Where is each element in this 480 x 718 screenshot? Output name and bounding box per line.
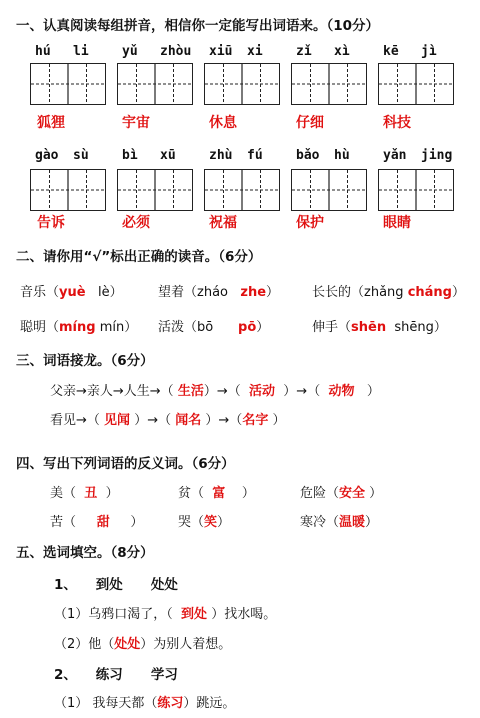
section3-title: 三、词语接龙。（6分） — [16, 353, 154, 369]
antonym-mei: 美（ 丑 ） — [50, 486, 119, 501]
pinyin-label: sù — [73, 148, 89, 163]
word-choice-group-2: 2、 练习 学习 — [54, 667, 178, 683]
section1-title: 一、认真阅读每组拼音，相信你一定能写出词语来。（10分） — [16, 18, 380, 34]
grid-lines — [292, 170, 366, 210]
grid-lines — [292, 64, 366, 104]
writing-box — [204, 169, 280, 211]
handwritten-answer: 宇宙 — [122, 115, 150, 131]
pinyin-label: yǔ — [122, 44, 138, 59]
pinyin-label: jing — [421, 148, 453, 163]
handwritten-answer: 眼睛 — [383, 215, 411, 231]
pinyin-label: kē — [383, 44, 399, 59]
handwritten-answer: 休息 — [209, 115, 237, 131]
section2-title: 二、请你用“√”标出正确的读音。（6分） — [16, 249, 262, 265]
question-huopo: 活泼（bō pō） — [158, 320, 270, 335]
handwritten-answer: 仔细 — [296, 115, 324, 131]
grid-lines — [31, 170, 105, 210]
pinyin-label: xì — [334, 44, 350, 59]
antonym-hanleng: 寒冷（温暖） — [300, 515, 379, 530]
pinyin-label: xū — [160, 148, 176, 163]
pinyin-label: hù — [334, 148, 350, 163]
pinyin-label: jì — [421, 44, 437, 59]
writing-box — [378, 169, 454, 211]
writing-box — [117, 63, 193, 105]
pinyin-label: li — [73, 44, 89, 59]
pinyin-label: xi — [247, 44, 263, 59]
question-changchangde: 长长的（zhǎng cháng） — [312, 285, 465, 300]
writing-box — [291, 63, 367, 105]
word-choice-group-1: 1、 到处 处处 — [54, 577, 178, 593]
grid-lines — [118, 64, 192, 104]
chain-line-1: 父亲→亲人→人生→（ 生活）→（ 活动 ）→（ 动物 ） — [50, 384, 380, 399]
grid-lines — [205, 170, 279, 210]
pinyin-label: gào — [35, 148, 59, 163]
pinyin-label: zhòu — [160, 44, 192, 59]
antonym-ku: 苦（ 甜 ） — [50, 515, 144, 530]
writing-box — [30, 63, 106, 105]
grid-lines — [379, 64, 453, 104]
handwritten-answer: 保护 — [296, 215, 324, 231]
writing-box — [378, 63, 454, 105]
antonym-pin: 贫（ 富 ） — [178, 486, 255, 501]
pinyin-label: yǎn — [383, 148, 407, 163]
question-yinyue: 音乐（yuè lè） — [20, 285, 123, 300]
question-wangzhe: 望着（zháo zhe） — [158, 285, 280, 300]
handwritten-answer: 祝福 — [209, 215, 237, 231]
grid-lines — [118, 170, 192, 210]
pinyin-label: bì — [122, 148, 138, 163]
pinyin-label: zǐ — [296, 44, 312, 59]
handwritten-answer: 告诉 — [37, 215, 65, 231]
pinyin-label: xiū — [209, 44, 233, 59]
grid-lines — [379, 170, 453, 210]
pinyin-label: hú — [35, 44, 51, 59]
fill-question-3: （1） 我每天都（练习）跳远。 — [54, 696, 236, 711]
grid-lines — [205, 64, 279, 104]
antonym-kujiao: 哭（笑） — [178, 515, 231, 530]
handwritten-answer: 科技 — [383, 115, 411, 131]
writing-box — [30, 169, 106, 211]
handwritten-answer: 必须 — [122, 215, 150, 231]
fill-question-2: （2）他（处处）为别人着想。 — [54, 637, 232, 652]
chain-line-2: 看见→（ 见闻 ）→（ 闻名 ）→（名字 ） — [50, 413, 286, 428]
question-shenshou: 伸手（shēn shēng） — [312, 320, 447, 335]
question-congming: 聪明（míng mín） — [20, 320, 138, 335]
fill-question-1: （1）乌鸦口渴了，（ 到处 ）找水喝。 — [54, 607, 277, 622]
section4-title: 四、写出下列词语的反义词。（6分） — [16, 456, 235, 472]
grid-lines — [31, 64, 105, 104]
pinyin-label: fú — [247, 148, 263, 163]
writing-box — [291, 169, 367, 211]
pinyin-label: zhù — [209, 148, 233, 163]
pinyin-label: bǎo — [296, 148, 320, 163]
handwritten-answer: 狐狸 — [37, 115, 65, 131]
section5-title: 五、选词填空。（8分） — [16, 545, 154, 561]
writing-box — [117, 169, 193, 211]
writing-box — [204, 63, 280, 105]
antonym-weixian: 危险（安全 ） — [300, 486, 383, 501]
